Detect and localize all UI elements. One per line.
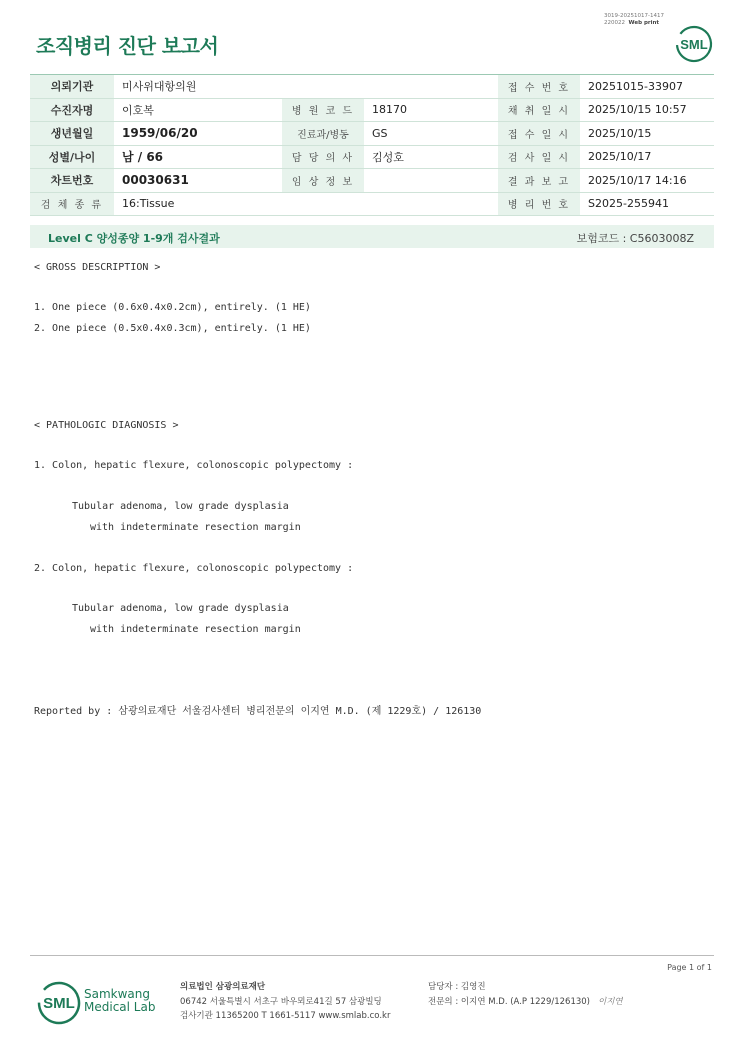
value-requesting-institution: 미사위대항의원 (114, 75, 498, 99)
gross-item-1: 1. One piece (0.6x0.4x0.2cm), entirely. (1 HE) (34, 302, 311, 313)
footer-sml-logo (36, 980, 82, 1030)
diagnosis-2-title: 2. Colon, hepatic flexure, colonoscopic polypectomy : (34, 563, 354, 574)
value-accession-number: 20251015-33907 (580, 75, 714, 99)
gross-description-header: < GROSS DESCRIPTION > (34, 262, 161, 273)
label-patient-name: 수진자명 (30, 98, 114, 122)
lab-name (84, 988, 155, 1014)
value-pathology-number: S2025-255941 (580, 192, 714, 216)
diagnosis-2-line-2: with indeterminate resection margin (90, 624, 301, 635)
value-chart-number: 00030631 (114, 169, 282, 193)
diagnosis-2-line-1: Tubular adenoma, low grade dysplasia (72, 603, 289, 614)
patient-info-table (30, 74, 714, 216)
value-result-report: 2025/10/17 14:16 (580, 169, 714, 193)
label-physician: 담 당 의 사 (282, 145, 364, 169)
signature: 이지연 (598, 996, 623, 1007)
print-stamp-id: 3019-20251017-1417 (604, 13, 664, 19)
label-requesting-institution: 의뢰기관 (30, 75, 114, 99)
label-clinical-info: 임 상 정 보 (282, 169, 364, 193)
value-physician: 김성호 (364, 145, 498, 169)
label-chart-number: 차트번호 (30, 169, 114, 193)
label-birth-date: 생년월일 (30, 122, 114, 146)
lab-name-line-1: Samkwang (84, 987, 150, 1001)
reported-by: Reported by : 삼광의료재단 서울검사센터 병리전문의 이지연 M.D. (제 1229호) / 126130 (34, 706, 482, 717)
label-pathology-number: 병 리 번 호 (498, 192, 580, 216)
table-row (30, 75, 714, 99)
diagnosis-1-line-1: Tubular adenoma, low grade dysplasia (72, 501, 289, 512)
test-level-title: Level C 양성종양 1-9개 검사결과 (48, 232, 220, 245)
lab-contact: 검사기관 11365200 T 1661-5117 www.smlab.co.kr (180, 1011, 391, 1021)
diagnosis-1-title: 1. Colon, hepatic flexure, colonoscopic polypectomy : (34, 460, 354, 471)
page-title: 조직병리 진단 보고서 (36, 34, 219, 58)
label-accession-number: 접 수 번 호 (498, 75, 580, 99)
table-row (30, 122, 714, 146)
value-collection-datetime: 2025/10/15 10:57 (580, 98, 714, 122)
label-received-datetime: 접 수 일 시 (498, 122, 580, 146)
label-specimen-type: 검 체 종 류 (30, 192, 114, 216)
label-collection-datetime: 채 취 일 시 (498, 98, 580, 122)
label-result-report: 결 과 보 고 (498, 169, 580, 193)
label-test-date: 검 사 일 시 (498, 145, 580, 169)
value-birth-date: 1959/06/20 (114, 122, 282, 146)
value-hospital-code: 18170 (364, 98, 498, 122)
table-row (30, 192, 714, 216)
svg-text:SML: SML (680, 37, 708, 52)
footer-divider (30, 955, 714, 956)
value-department: GS (364, 122, 498, 146)
footer-org-block (180, 980, 390, 1024)
page-number: Page 1 of 1 (667, 963, 712, 972)
lab-name-line-2: Medical Lab (84, 1000, 156, 1014)
pathologic-diagnosis-header: < PATHOLOGIC DIAGNOSIS > (34, 420, 179, 431)
value-test-date: 2025/10/17 (580, 145, 714, 169)
value-specimen-type: 16:Tissue (114, 192, 498, 216)
value-received-datetime: 2025/10/15 (580, 122, 714, 146)
print-stamp-code: 220022 (604, 20, 625, 26)
footer-staff-block (428, 980, 623, 1009)
svg-text:SML: SML (43, 995, 75, 1012)
label-sex-age: 성별/나이 (30, 145, 114, 169)
value-patient-name: 이호복 (114, 98, 282, 122)
lab-address: 06742 서울특별시 서초구 바우뫼로41길 57 삼광빌딩 (180, 996, 382, 1007)
sml-logo (674, 24, 714, 68)
table-row (30, 145, 714, 169)
web-print-label: Web print (628, 20, 660, 26)
result-banner (30, 225, 714, 248)
table-row (30, 98, 714, 122)
print-stamp (604, 13, 664, 27)
value-clinical-info (364, 169, 498, 193)
label-hospital-code: 병 원 코 드 (282, 98, 364, 122)
value-sex-age: 남 / 66 (114, 145, 282, 169)
table-row (30, 169, 714, 193)
insurance-code: 보험코드 : C5603008Z (576, 232, 694, 245)
label-department: 진료과/병동 (282, 122, 364, 146)
foundation-name: 의료법인 삼광의료재단 (180, 982, 266, 992)
specialist-info: 전문의 : 이지연 M.D. (A.P 1229/126130) (428, 996, 590, 1007)
manager-info: 담당자 : 김영진 (428, 982, 486, 992)
gross-item-2: 2. One piece (0.5x0.4x0.3cm), entirely. (1 HE) (34, 323, 311, 334)
diagnosis-1-line-2: with indeterminate resection margin (90, 522, 301, 533)
